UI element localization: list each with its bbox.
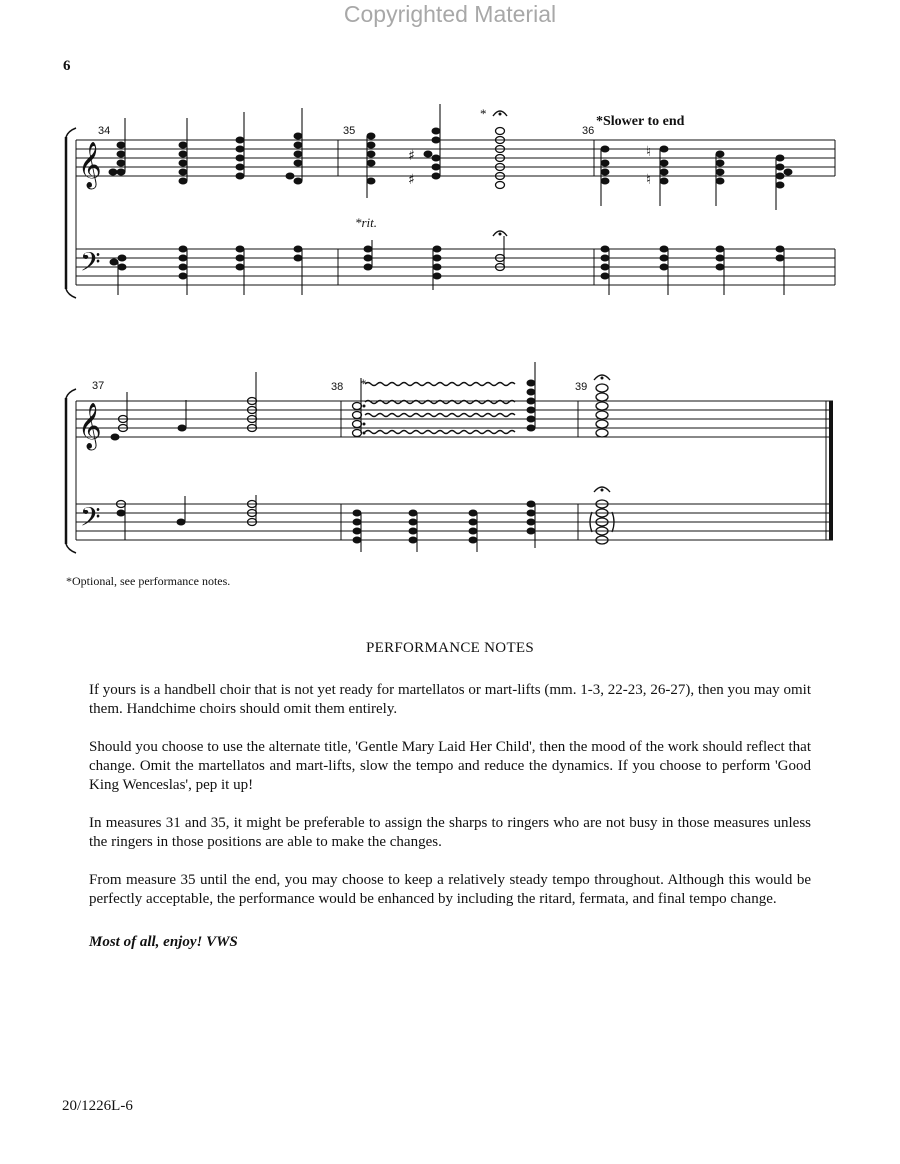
tempo-marking: *Slower to end bbox=[596, 114, 685, 129]
notes-paragraph: Should you choose to use the alternate title, 'Gentle Mary Laid Her Child', then the mood of the work should reflect that change. Omit the martellatos and mart-lifts, slow the tempo and reduce the dynamics. If you choose to perform 'Good King Wenceslas', pep it up! bbox=[89, 739, 811, 793]
closing-signature: Most of all, enjoy! VWS bbox=[89, 934, 238, 950]
page-number: 6 bbox=[63, 58, 71, 74]
fermata-icon bbox=[493, 111, 610, 492]
performance-notes-body bbox=[89, 681, 811, 971]
sharp-icon: ♯ bbox=[408, 172, 415, 188]
notes-paragraph: If yours is a handbell choir that is not yet ready for martellatos or mart-lifts (mm. 1-3, 22-23, 26-27), then you may omit them. Handchime choirs should omit them entirely. bbox=[89, 682, 811, 717]
natural-icon: ♮ bbox=[646, 144, 652, 160]
natural-icon: ♮ bbox=[646, 172, 652, 188]
measure-number: 36 bbox=[582, 125, 595, 137]
system1-bracket bbox=[66, 128, 76, 298]
measure-number: 37 bbox=[92, 380, 105, 392]
footnote: *Optional, see performance notes. bbox=[66, 574, 231, 588]
optional-mark: * bbox=[480, 106, 487, 121]
bass-clef-icon: 𝄢 bbox=[80, 501, 101, 539]
optional-mark: * bbox=[360, 376, 367, 391]
measure-number: 38 bbox=[331, 381, 344, 393]
catalog-number: 20/1226L-6 bbox=[62, 1098, 133, 1114]
system2-bracket bbox=[66, 389, 76, 553]
measure-number: 39 bbox=[575, 381, 588, 393]
performance-notes-title: PERFORMANCE NOTES bbox=[365, 640, 535, 656]
measure-number: 34 bbox=[98, 125, 111, 137]
notes-paragraph: In measures 31 and 35, it might be preferable to assign the sharps to ringers who are not busy in those measures unless the ringers in those positions are able to make the changes. bbox=[89, 815, 811, 850]
rit-marking: *rit. bbox=[355, 215, 378, 230]
tremolo-wave bbox=[365, 383, 515, 434]
treble-clef-icon: 𝄞 bbox=[78, 142, 102, 188]
treble-clef-icon: 𝄞 bbox=[78, 403, 102, 449]
sharp-icon: ♯ bbox=[408, 148, 415, 164]
final-barline bbox=[829, 401, 833, 540]
system2-bass-staff bbox=[76, 504, 833, 540]
measure-number: 35 bbox=[343, 125, 356, 137]
bass-clef-icon: 𝄢 bbox=[80, 246, 101, 284]
system1-bass-chords bbox=[110, 246, 785, 280]
notes-paragraph: From measure 35 until the end, you may choose to keep a relatively steady tempo throughout. Although this would be perfectly acceptable, the performance would be enhanced by including the ritard, fermata, and final tempo change. bbox=[89, 872, 811, 907]
copyright-watermark: Copyrighted Material bbox=[343, 1, 557, 27]
